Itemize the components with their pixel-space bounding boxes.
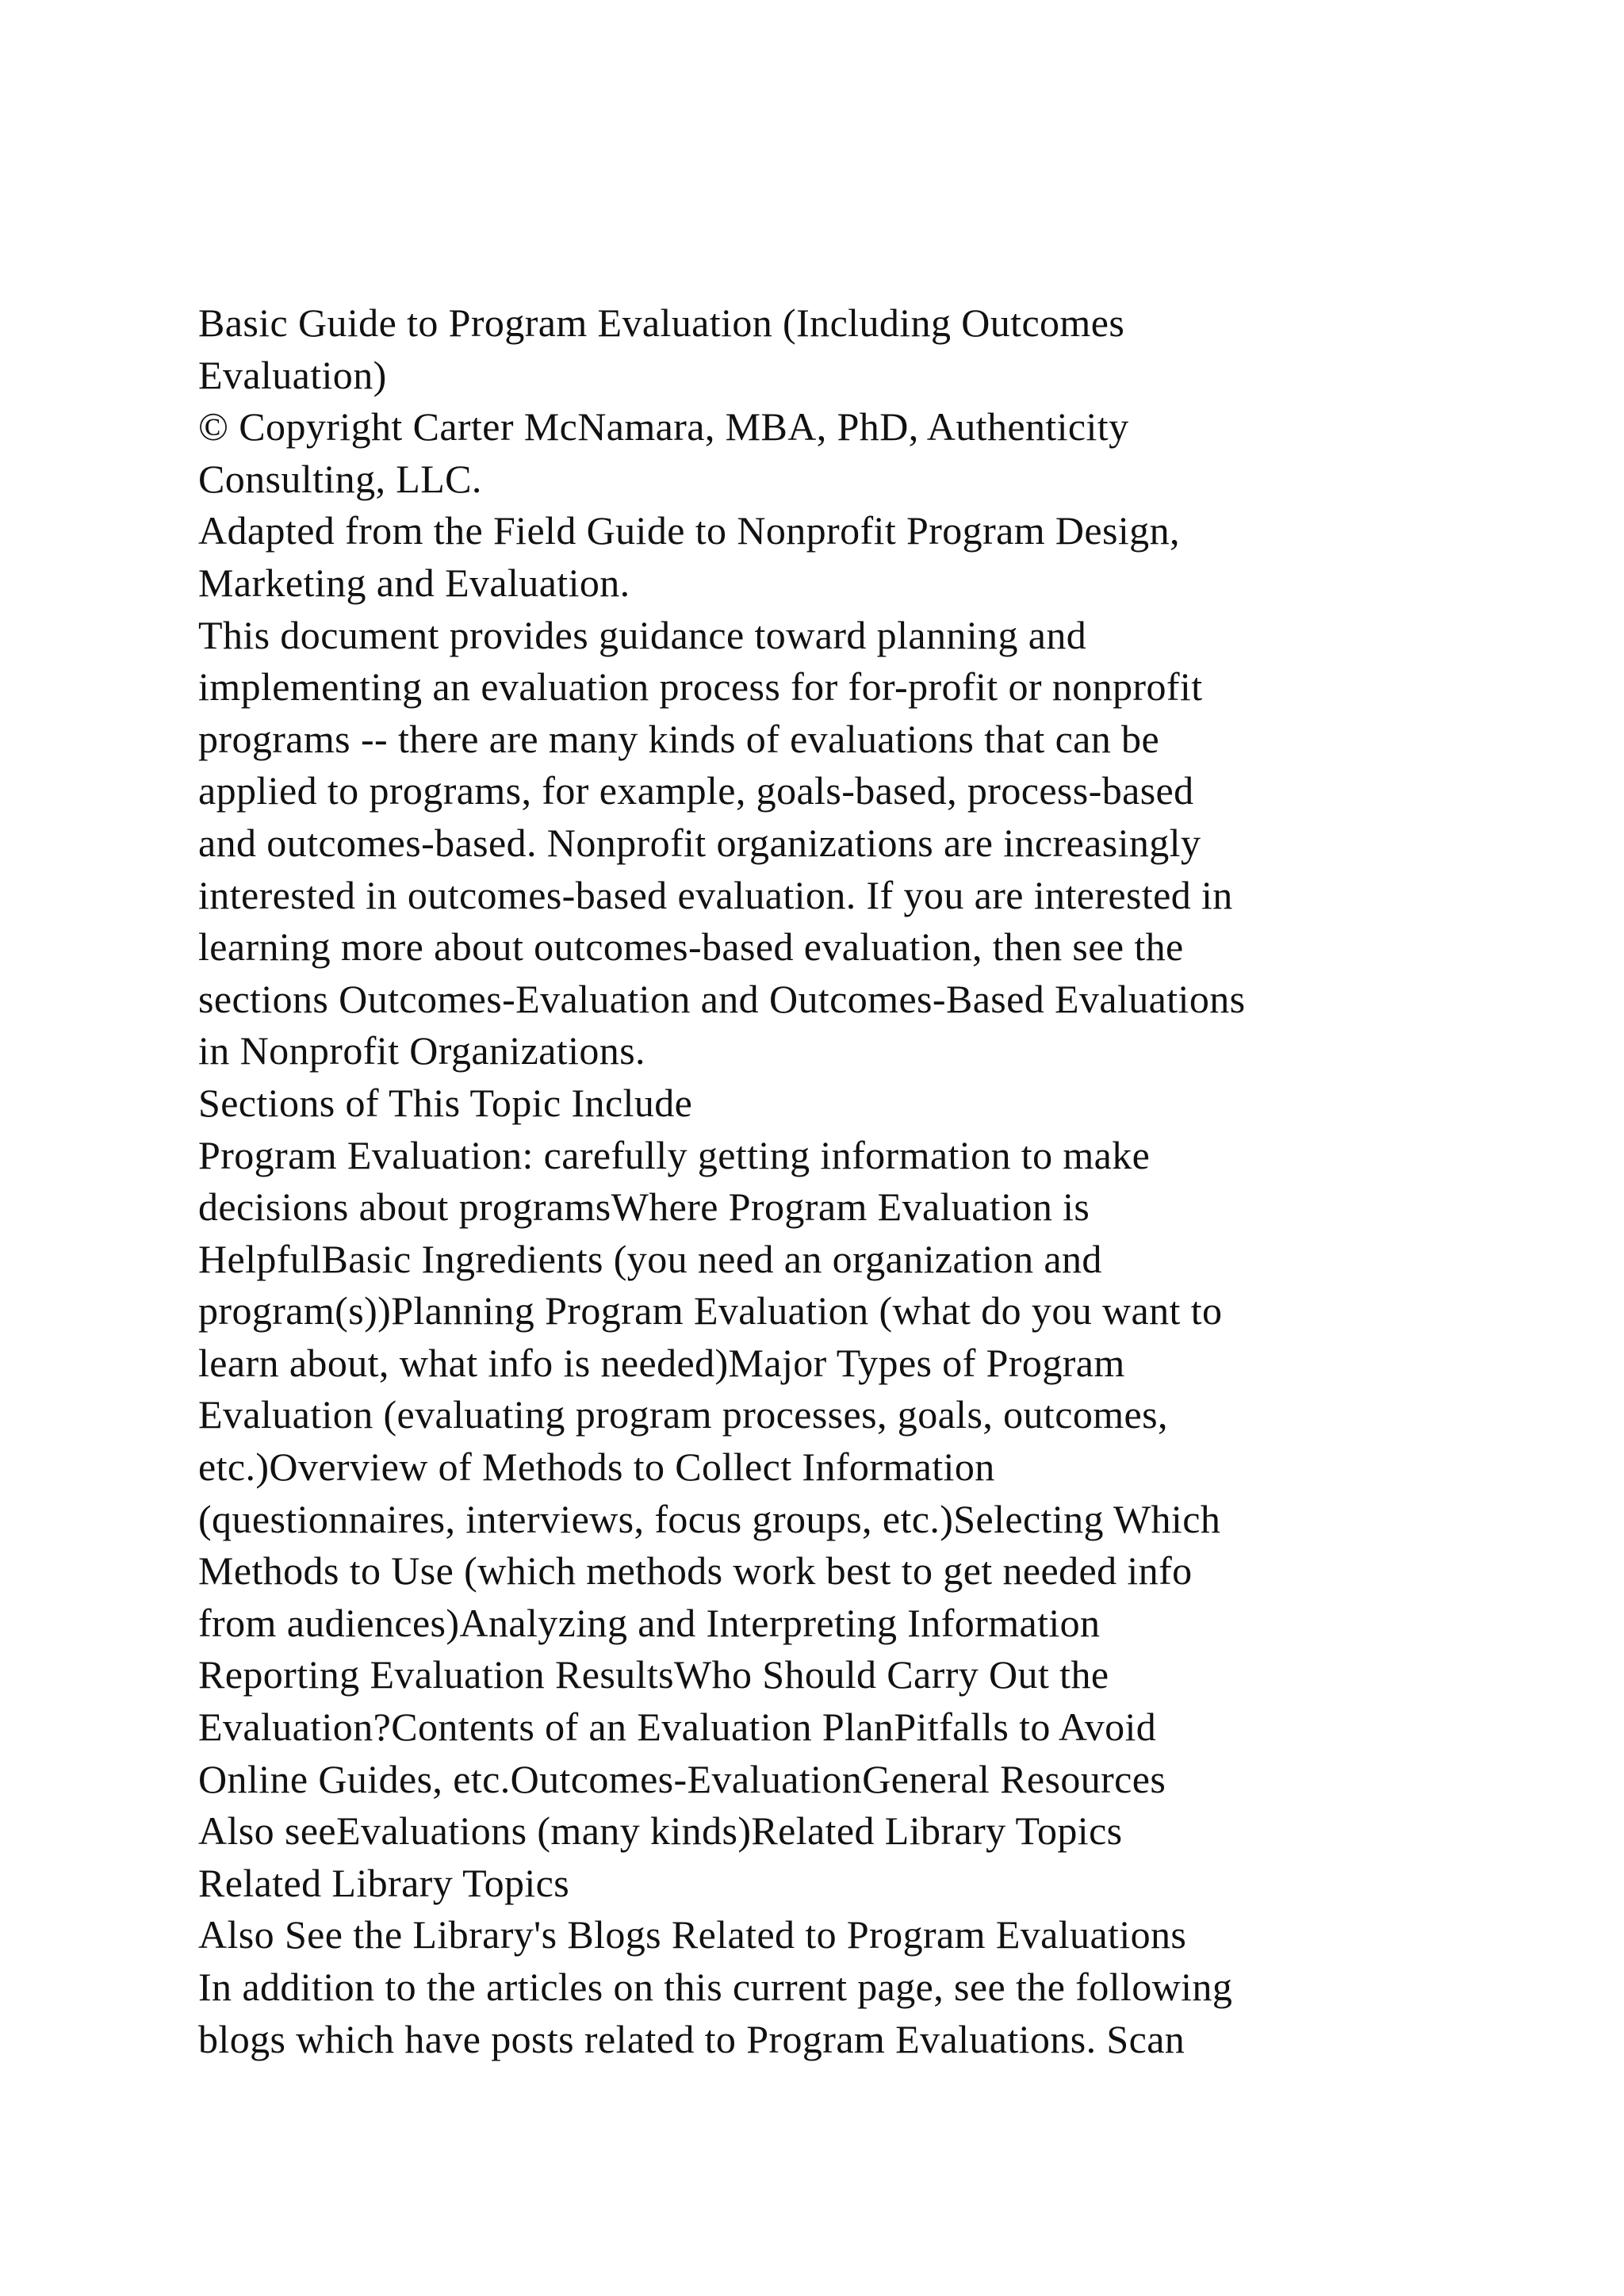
blogs-paragraph-line: blogs which have posts related to Program Evaluations. Scan — [198, 2016, 1185, 2061]
sections-list-line: etc.)Overview of Methods to Collect Information — [198, 1445, 995, 1490]
sections-list-line: Evaluation?Contents of an Evaluation PlanPitfalls to Avoid — [198, 1705, 1157, 1750]
document-body — [198, 297, 1507, 2065]
intro-paragraph-line: This document provides guidance toward planning and — [198, 612, 1087, 657]
intro-paragraph-line: in Nonprofit Organizations. — [198, 1028, 645, 1073]
copyright-line-1: © Copyright Carter McNamara, MBA, PhD, Authenticity — [198, 404, 1129, 450]
related-topics-line: Related Library Topics — [198, 1860, 570, 1905]
intro-paragraph-line: learning more about outcomes-based evaluation, then see the — [198, 924, 1184, 970]
sections-list-line: program(s))Planning Program Evaluation (what do you want to — [198, 1288, 1223, 1334]
sections-list-line: from audiences)Analyzing and Interpreting Information — [198, 1600, 1101, 1645]
sections-list-line: learn about, what info is needed)Major Types of Program — [198, 1340, 1125, 1385]
intro-paragraph-line: sections Outcomes-Evaluation and Outcomes-Based Evaluations — [198, 976, 1246, 1021]
blogs-paragraph-line: In addition to the articles on this current page, see the following — [198, 1965, 1233, 2009]
sections-list-line: Online Guides, etc.Outcomes-EvaluationGeneral Resources — [198, 1756, 1166, 1801]
sections-list-line: Evaluation (evaluating program processes, goals, outcomes, — [198, 1392, 1168, 1437]
intro-paragraph-line: implementing an evaluation process for for-profit or nonprofit — [198, 664, 1203, 710]
copyright-line-2: Consulting, LLC. — [198, 456, 482, 501]
title-line-2: Evaluation) — [198, 352, 387, 397]
sections-heading: Sections of This Topic Include — [198, 1080, 693, 1125]
sections-list-line: HelpfulBasic Ingredients (you need an organization and — [198, 1236, 1102, 1281]
blogs-heading: Also See the Library's Blogs Related to Program Evaluations — [198, 1912, 1187, 1957]
intro-paragraph-line: programs -- there are many kinds of evaluations that can be — [198, 716, 1160, 761]
adapted-line-2: Marketing and Evaluation. — [198, 560, 630, 605]
sections-list-line: Reporting Evaluation ResultsWho Should Carry Out the — [198, 1652, 1109, 1697]
adapted-line-1: Adapted from the Field Guide to Nonprofit Program Design, — [198, 508, 1180, 553]
sections-list-line: Program Evaluation: carefully getting information to make — [198, 1132, 1151, 1177]
sections-list-line: decisions about programsWhere Program Evaluation is — [198, 1184, 1090, 1230]
sections-list-line: Also seeEvaluations (many kinds)Related Library Topics — [198, 1808, 1123, 1854]
sections-list-line: Methods to Use (which methods work best to get needed info — [198, 1548, 1193, 1594]
sections-list-line: (questionnaires, interviews, focus groups, etc.)Selecting Which — [198, 1496, 1221, 1541]
intro-paragraph-line: applied to programs, for example, goals-based, process-based — [198, 768, 1194, 813]
intro-paragraph-line: and outcomes-based. Nonprofit organizations are increasingly — [198, 820, 1201, 865]
title-line-1: Basic Guide to Program Evaluation (Including Outcomes — [198, 300, 1125, 345]
intro-paragraph-line: interested in outcomes-based evaluation. If you are interested in — [198, 872, 1233, 917]
